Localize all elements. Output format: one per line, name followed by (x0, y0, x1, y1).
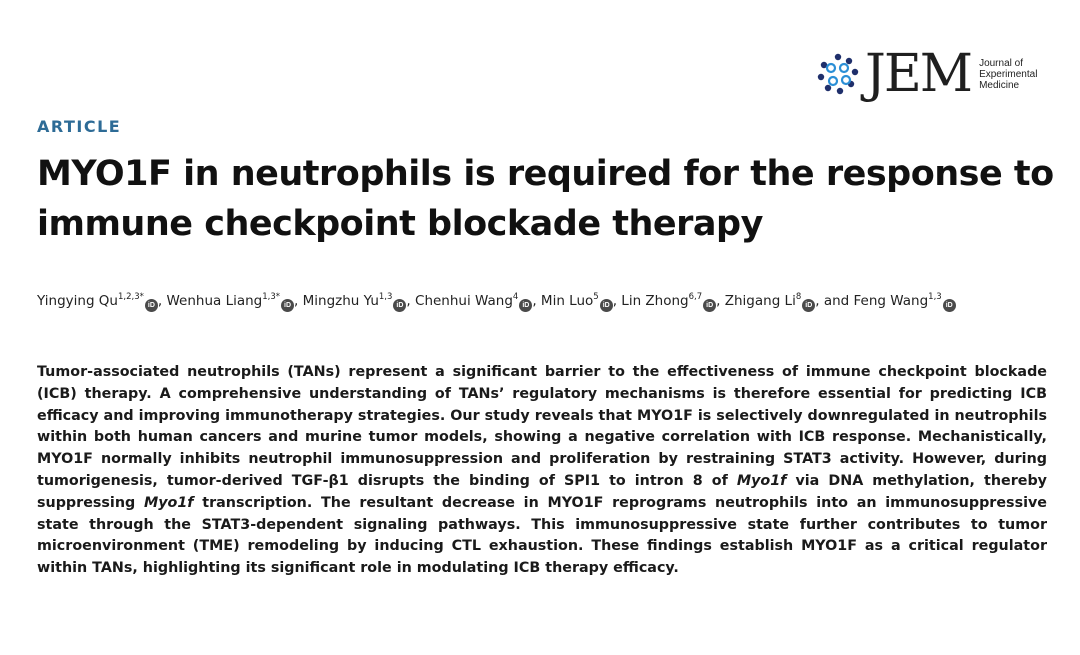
gene-name: Myo1f (736, 472, 787, 489)
author-name: Feng Wang (853, 293, 929, 309)
abstract (37, 362, 1047, 580)
author[interactable] (854, 293, 956, 309)
orcid-icon[interactable]: iD (281, 299, 294, 312)
author-affiliations: 1,2,3 (117, 292, 140, 302)
orcid-icon[interactable]: iD (519, 299, 532, 312)
author-separator: , (532, 293, 541, 309)
author-affiliations: 1,3 (262, 292, 276, 302)
author-affiliations: 4 (512, 292, 519, 302)
journal-subtitle (979, 58, 1037, 91)
author-name: Lin Zhong (621, 293, 689, 309)
orcid-icon[interactable]: iD (802, 299, 815, 312)
author[interactable] (37, 293, 158, 309)
author-name: Wenhua Liang (166, 293, 263, 309)
author[interactable] (541, 293, 613, 309)
orcid-icon[interactable]: iD (703, 299, 716, 312)
journal-subtitle-line: Experimental (979, 68, 1038, 80)
author-separator: , and (815, 293, 854, 309)
corresponding-marker: * (275, 292, 281, 302)
journal-subtitle-line: Medicine (979, 79, 1020, 91)
author-name: Mingzhu Yu (302, 293, 379, 309)
author-separator: , (612, 293, 622, 309)
orcid-icon[interactable]: iD (943, 299, 956, 312)
author-list (37, 291, 956, 312)
author-name: Zhigang Li (724, 293, 796, 309)
author[interactable] (166, 293, 294, 309)
author-affiliations: 5 (593, 292, 599, 302)
journal-subtitle-line: Journal of (979, 57, 1023, 69)
journal-logo-text: JEM (865, 44, 972, 104)
author-separator: , (157, 293, 167, 309)
author-name: Chenhui Wang (415, 293, 513, 309)
author-affiliations: 6,7 (688, 292, 703, 302)
author-affiliations: 1,3 (928, 292, 942, 302)
author-separator: , (406, 293, 416, 309)
author-name: Min Luo (540, 293, 594, 309)
author-affiliations: 8 (795, 292, 802, 302)
orcid-icon[interactable]: iD (600, 299, 613, 312)
abstract-text: via DNA methylation, thereby suppressing (37, 472, 1047, 511)
author[interactable] (415, 293, 532, 309)
article-title: MYO1F in neutrophils is required for the response to immune checkpoint blockade therapy (37, 154, 1054, 244)
abstract-text: Tumor-associated neutrophils (TANs) represent a significant barrier to the effectiveness of immune checkpoint blockade (ICB) therapy. A comprehensive understanding of TANs’ regulatory mechanisms is therefore essential for predicting ICB efficacy and improving immunotherapy strategies. Our study reveals that MYO1F is selectively downregulated in neutrophils within both human cancers and murine tumor models, showing a negative correlation with ICB response. Mechanistically, MYO1F normally inhibits neutrophil immunosuppression and proliferation by restraining STAT3 activity. However, during tumorigenesis, tumor-derived TGF-β1 disrupts the binding of SPI1 to intron 8 of (37, 364, 1047, 489)
author-separator: , (294, 293, 303, 309)
author[interactable] (621, 293, 716, 309)
gene-name: Myo1f (143, 494, 194, 511)
abstract-text: transcription. The resultant decrease in MYO1F reprograms neutrophils into an immunosuppressive state through the STAT3-dependent signaling pathways. This immunosuppressive state further contributes to tumor microenvironment (TME) remodeling by inducing CTL exhaustion. These findings establish MYO1F as a critical regulator within TANs, highlighting its significant role in modulating ICB therapy efficacy. (37, 494, 1047, 577)
corresponding-marker: * (139, 292, 144, 302)
article-type-label: ARTICLE (37, 117, 122, 136)
journal-logo (815, 44, 1037, 104)
author-affiliations: 1,3 (378, 292, 393, 302)
journal-emblem-icon (815, 51, 861, 97)
author[interactable] (725, 293, 816, 309)
orcid-icon[interactable]: iD (145, 299, 158, 312)
author-name: Yingying Qu (37, 293, 118, 309)
author[interactable] (303, 293, 407, 309)
orcid-icon[interactable]: iD (393, 299, 406, 312)
author-separator: , (716, 293, 725, 309)
